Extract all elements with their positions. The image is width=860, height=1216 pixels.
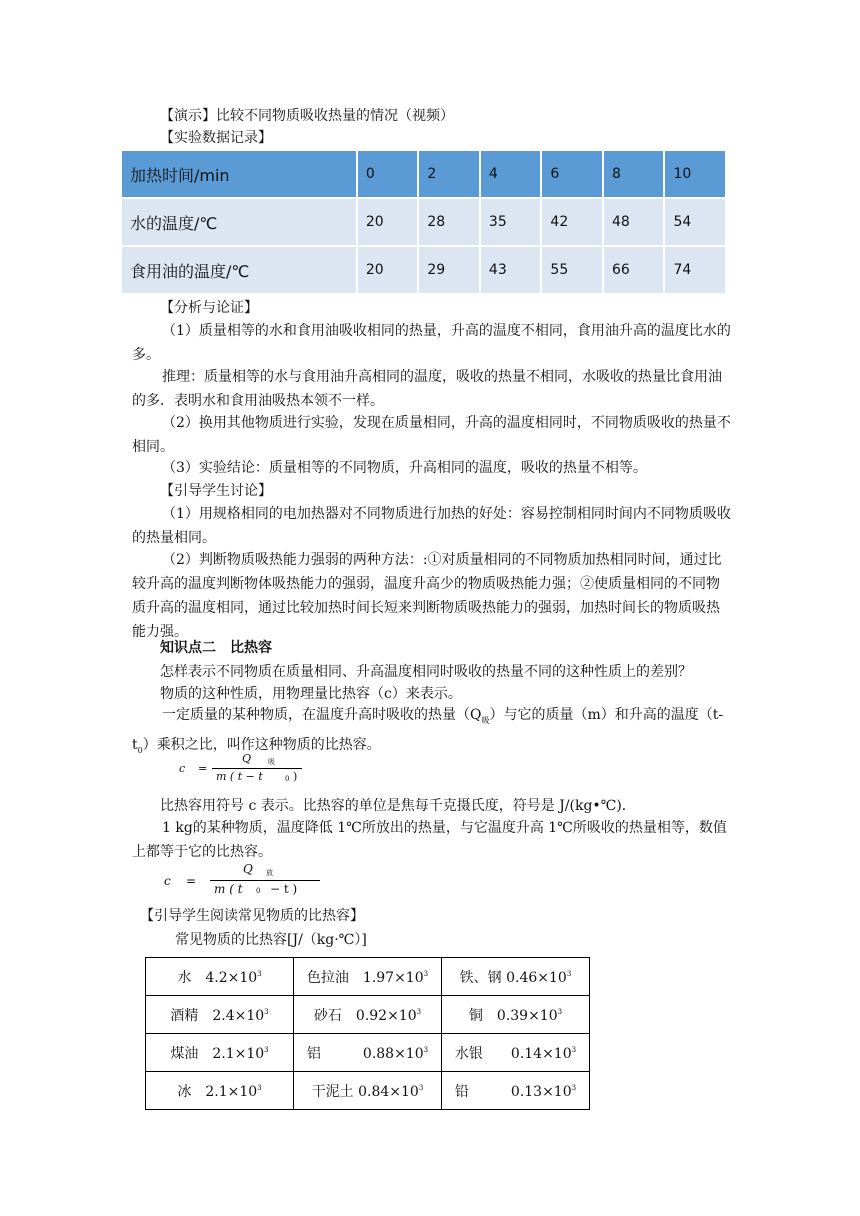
table-cell: 35 bbox=[480, 198, 542, 246]
specific-heat-table bbox=[145, 957, 590, 1110]
paragraph-k5: 1 kg的某种物质，温度降低 1℃所放出的热量，与它温度升高 1℃所吸收的热量相等，数值上都等于它的比热容。 bbox=[132, 820, 727, 860]
paragraph-k4: 比热容用符号 c 表示。比热容的单位是焦每千克摄氏度，符号是 J/(kg•℃)． bbox=[160, 798, 636, 814]
table-caption: 常见物质的比热容[J/（kg·℃）] bbox=[175, 932, 367, 948]
table-row bbox=[146, 1072, 590, 1110]
table-row-oil bbox=[121, 246, 726, 294]
table-row bbox=[146, 958, 590, 996]
table-cell: 8 bbox=[603, 150, 665, 198]
table-row bbox=[146, 1034, 590, 1072]
table-cell: 铝 $0.88\times 10^3$ bbox=[294, 1034, 442, 1072]
table-cell: 铁、钢 $0.46\times 10^3$ bbox=[442, 958, 590, 996]
table-cell: 冰 $2.1\times 10^3$ bbox=[146, 1072, 294, 1110]
fraction-bar bbox=[212, 768, 302, 769]
table-cell: 铅 $0.13\times 10^3$ bbox=[442, 1072, 590, 1110]
table-cell: 20 bbox=[357, 246, 419, 294]
table-cell: 28 bbox=[418, 198, 480, 246]
table-cell: 加热时间/min bbox=[121, 150, 357, 198]
paragraph-k1: 怎样表示不同物质在质量相同、升高温度相同时吸收的热量不同的这种性质上的差别？ bbox=[160, 664, 692, 680]
experiment-data-table bbox=[120, 149, 727, 295]
table-cell: 色拉油 $1.97\times 10^3$ bbox=[294, 958, 442, 996]
table-cell: 48 bbox=[603, 198, 665, 246]
table-cell: 水银 $0.14\times 10^3$ bbox=[442, 1034, 590, 1072]
paragraph-k2: 物质的这种性质，用物理量比热容（c）来表示。 bbox=[160, 686, 462, 702]
table-row-water bbox=[121, 198, 726, 246]
paragraph-a2: （2）换用其他物质进行实验，发现在质量相同，升高的温度相同时，不同物质吸收的热量不相同。 bbox=[132, 415, 731, 455]
table-cell: 砂石 $0.92\times 10^3$ bbox=[294, 996, 442, 1034]
table-cell: 4 bbox=[480, 150, 542, 198]
heading-record: 【实验数据记录】 bbox=[160, 130, 272, 146]
table-cell: 10 bbox=[664, 150, 726, 198]
table-row bbox=[146, 996, 590, 1034]
table-cell: 食用油的温度/℃ bbox=[121, 246, 357, 294]
paragraph-g2: （2）判断物质吸热能力强弱的两种方法：:①对质量相同的不同物质加热相同时间，通过比较升高的温度判断物体吸热能力的强弱，温度升高少的物质吸热能力强；②使质量相同的不同物质升高的温度相同，通过比较加热时间长短来判断物质吸热能力的强弱，加热时间长的物质吸热能力强。 bbox=[132, 552, 722, 640]
table-cell: 20 bbox=[357, 198, 419, 246]
paragraph-a1: （1）质量相等的水和食用油吸收相同的热量，升高的温度不相同，食用油升高的温度比水的多。 bbox=[132, 323, 731, 363]
table-cell: 干泥土 $0.84\times 10^3$ bbox=[294, 1072, 442, 1110]
table-cell: 29 bbox=[418, 246, 480, 294]
knowledge-title: 知识点二 比热容 bbox=[160, 640, 272, 656]
table-cell: 42 bbox=[541, 198, 603, 246]
table-cell: 煤油 $2.1\times 10^3$ bbox=[146, 1034, 294, 1072]
table-cell: 43 bbox=[480, 246, 542, 294]
table-cell: 酒精 $2.4\times 10^3$ bbox=[146, 996, 294, 1034]
table-row-header bbox=[121, 150, 726, 198]
heading-guide: 【引导学生讨论】 bbox=[160, 483, 272, 499]
table-cell: 2 bbox=[418, 150, 480, 198]
table-cell: 水 $4.2\times 10^3$ bbox=[146, 958, 294, 996]
table-cell: 0 bbox=[357, 150, 419, 198]
fraction-bar bbox=[210, 880, 320, 881]
table-cell: 55 bbox=[541, 246, 603, 294]
heading-read: 【引导学生阅读常见物质的比热容】 bbox=[140, 908, 364, 924]
table-cell: 74 bbox=[664, 246, 726, 294]
table-cell: 铜 $0.39\times 10^3$ bbox=[442, 996, 590, 1034]
table-cell: 66 bbox=[603, 246, 665, 294]
table-cell: 水的温度/℃ bbox=[121, 198, 357, 246]
heading-demo: 【演示】比较不同物质吸收热量的情况（视频） bbox=[160, 108, 454, 124]
heading-analysis: 【分析与论证】 bbox=[160, 300, 258, 316]
table-cell: 6 bbox=[541, 150, 603, 198]
paragraph-a3: （3）实验结论：质量相等的不同物质，升高相同的温度，吸收的热量不相等。 bbox=[162, 460, 647, 476]
paragraph-k3: 一定质量的某种物质，在温度升高时吸收的热量$(Q_吸)$与它的质量（m）和升高的温度$(t-t_0)$乘积之比，叫作这种物质的比热容。 bbox=[132, 707, 724, 755]
paragraph-g1: （1）用规格相同的电加热器对不同物质进行加热的好处：容易控制相同时间内不同物质吸收的热量相同。 bbox=[132, 506, 731, 546]
table-cell: 54 bbox=[664, 198, 726, 246]
paragraph-infer: 推理：质量相等的水与食用油升高相同的温度，吸收的热量不相同，水吸收的热量比食用油的多．表明水和食用油吸热本领不一样。 bbox=[132, 369, 722, 409]
